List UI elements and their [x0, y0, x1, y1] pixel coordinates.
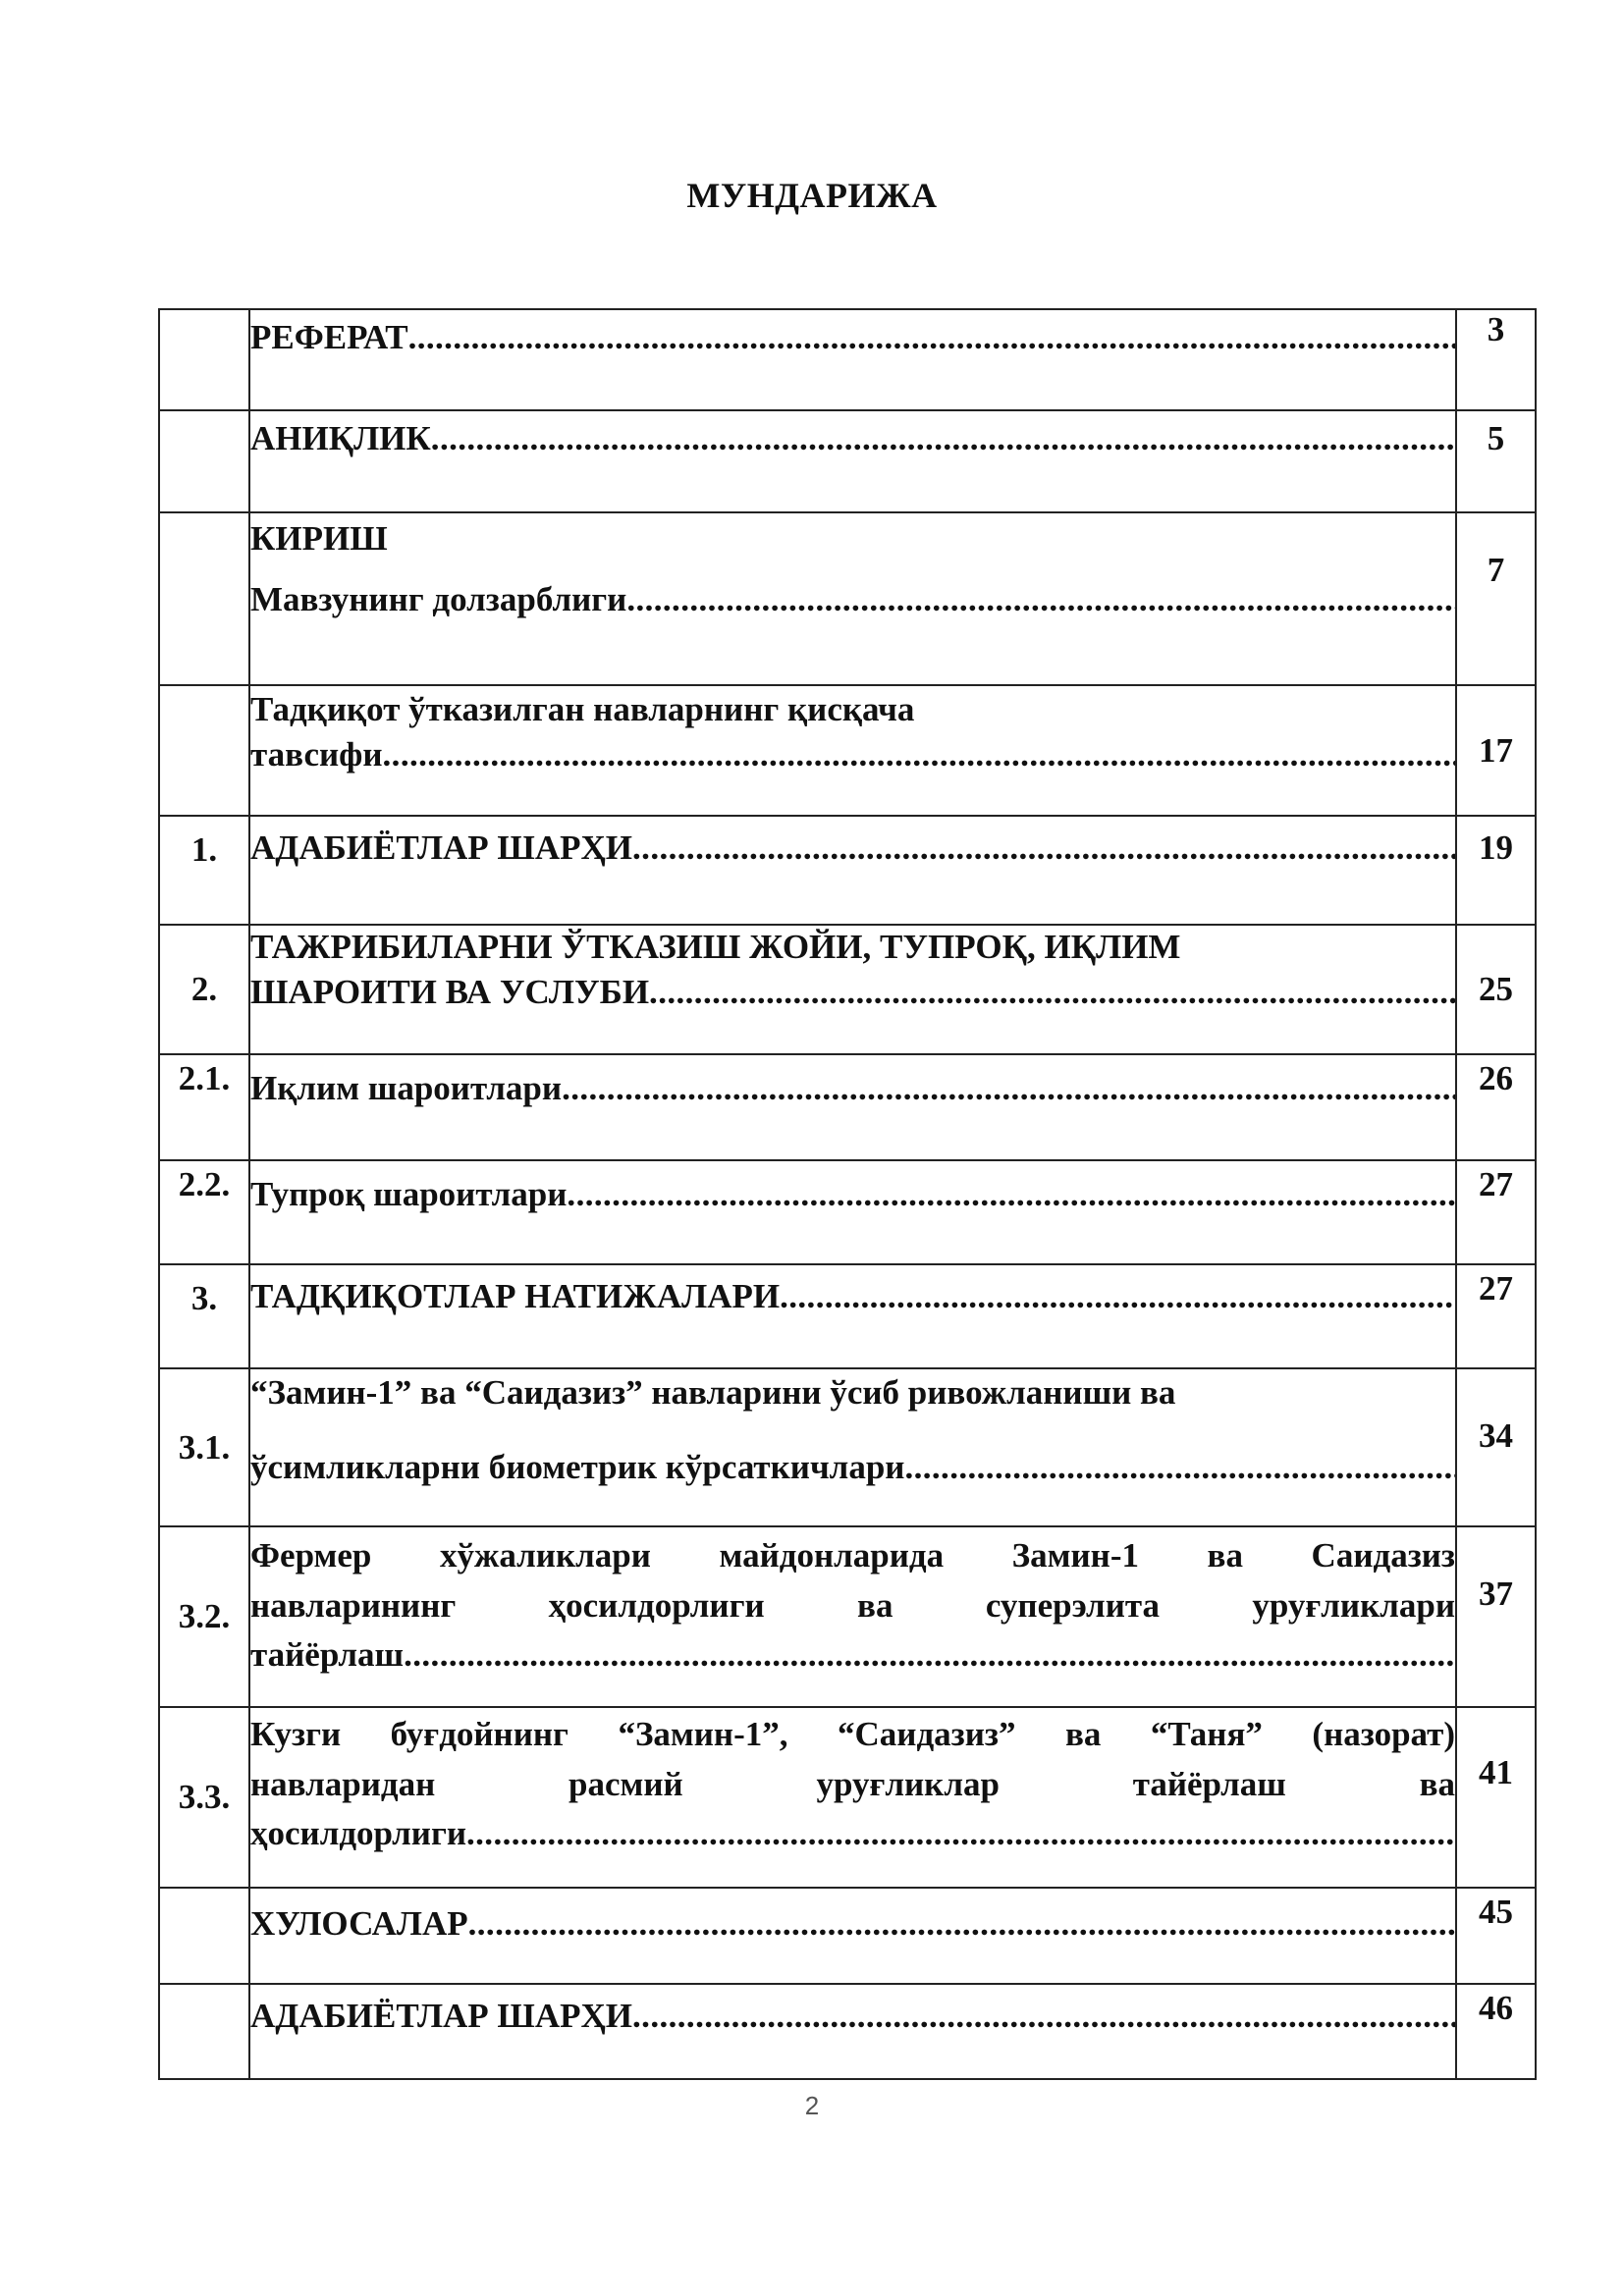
toc-number: 2.2.	[159, 1160, 249, 1264]
toc-row	[159, 685, 1536, 816]
toc-row	[159, 1984, 1536, 2079]
toc-page-number: 25	[1456, 925, 1536, 1054]
toc-page-number: 34	[1456, 1368, 1536, 1526]
toc-entry-line: навларининг ҳосилдорлиги ва суперэлита уруғликлари	[250, 1585, 1455, 1625]
leader-dots	[780, 1277, 1455, 1316]
leader-dots	[466, 1814, 1455, 1853]
toc-entry-text: Иқлим шароитлари	[250, 1069, 563, 1107]
leader-dots	[562, 1069, 1455, 1108]
toc-number: 3.1.	[159, 1368, 249, 1526]
leader-dots	[649, 973, 1455, 1012]
toc-entry-text: тавсифи	[250, 735, 383, 774]
leader-dots	[383, 735, 1455, 774]
leader-dots	[567, 1175, 1455, 1214]
toc-number: 1.	[159, 816, 249, 925]
toc-page-number: 19	[1456, 816, 1536, 925]
toc-row	[159, 1054, 1536, 1160]
toc-entry-text: ТАДҚИҚОТЛАР НАТИЖАЛАРИ	[250, 1277, 781, 1315]
leader-dots	[408, 318, 1455, 357]
leader-dots	[904, 1448, 1455, 1487]
toc-page-number: 26	[1456, 1054, 1536, 1160]
toc-entry-text: ХУЛОСАЛАР	[250, 1904, 468, 1943]
toc-page-number: 5	[1456, 410, 1536, 512]
toc-row	[159, 925, 1536, 1054]
toc-entry-text: АНИҚЛИК	[250, 419, 431, 457]
toc-row	[159, 816, 1536, 925]
toc-number: 3.3.	[159, 1707, 249, 1888]
leader-dots	[431, 419, 1455, 458]
toc-row	[159, 1888, 1536, 1984]
leader-dots	[632, 1997, 1455, 2036]
toc-number	[159, 1888, 249, 1984]
toc-entry-text: Мавзунинг долзарблиги	[250, 580, 627, 619]
toc-entry[interactable]	[249, 1054, 1456, 1160]
toc-row	[159, 512, 1536, 685]
toc-entry[interactable]	[249, 1368, 1456, 1526]
toc-entry-line: Тадқиқот ўтказилган навларнинг қисқача	[250, 690, 915, 728]
toc-page-number: 27	[1456, 1264, 1536, 1368]
toc-number	[159, 309, 249, 410]
leader-dots	[632, 828, 1455, 868]
toc-entry-text: АДАБИЁТЛАР ШАРҲИ	[250, 828, 633, 867]
toc-entry-text: АДАБИЁТЛАР ШАРҲИ	[250, 1997, 633, 2035]
toc-entry-text: РЕФЕРАТ	[250, 318, 408, 356]
toc-page-number: 46	[1456, 1984, 1536, 2079]
toc-page-number: 37	[1456, 1526, 1536, 1707]
toc-row	[159, 1526, 1536, 1707]
toc-page-number: 27	[1456, 1160, 1536, 1264]
page-number-footer: 2	[804, 2091, 820, 2120]
toc-number	[159, 512, 249, 685]
toc-number: 2.	[159, 925, 249, 1054]
toc-row	[159, 1368, 1536, 1526]
toc-row	[159, 1707, 1536, 1888]
toc-entry[interactable]	[249, 685, 1456, 816]
toc-entry[interactable]	[249, 1984, 1456, 2079]
toc-entry-line: Кузги буғдойнинг “Замин-1”, “Саидазиз” ва “Таня” (назорат)	[250, 1715, 1455, 1753]
toc-page-number: 17	[1456, 685, 1536, 816]
toc-entry[interactable]	[249, 1160, 1456, 1264]
toc-entry-line: Фермер хўжаликлари майдонларида Замин-1 ва Саидазиз	[250, 1536, 1455, 1575]
toc-entry-text: Тупроқ шароитлари	[250, 1175, 568, 1213]
toc-entry-text: ҳосилдорлиги	[250, 1813, 466, 1852]
toc-entry[interactable]	[249, 512, 1456, 685]
toc-entry[interactable]	[249, 309, 1456, 410]
toc-entry-text: тайёрлаш	[250, 1634, 405, 1674]
toc-number: 2.1.	[159, 1054, 249, 1160]
toc-page-number: 7	[1456, 512, 1536, 685]
toc-page-number: 41	[1456, 1707, 1536, 1888]
toc-entry[interactable]	[249, 1526, 1456, 1707]
toc-entry-heading: КИРИШ	[250, 519, 388, 558]
toc-number: 3.	[159, 1264, 249, 1368]
toc-entry-text: ШАРОИТИ ВА УСЛУБИ	[250, 973, 650, 1012]
toc-number: 3.2.	[159, 1526, 249, 1707]
toc-number	[159, 1984, 249, 2079]
leader-dots	[468, 1904, 1455, 1944]
page-title: МУНДАРИЖА	[686, 176, 938, 215]
toc-number	[159, 410, 249, 512]
table-of-contents	[158, 308, 1537, 2080]
toc-entry-line: ТАЖРИБИЛАРНИ ЎТКАЗИШ ЖОЙИ, ТУПРОҚ, ИҚЛИМ	[250, 928, 1181, 966]
toc-row	[159, 1264, 1536, 1368]
toc-row	[159, 309, 1536, 410]
toc-row	[159, 1160, 1536, 1264]
toc-page-number: 3	[1456, 309, 1536, 410]
toc-entry[interactable]	[249, 1264, 1456, 1368]
toc-number	[159, 685, 249, 816]
leader-dots	[404, 1635, 1455, 1675]
toc-row	[159, 410, 1536, 512]
leader-dots	[626, 580, 1455, 619]
toc-entry[interactable]	[249, 410, 1456, 512]
toc-entry-line: навларидан расмий уруғликлар тайёрлаш ва	[250, 1764, 1455, 1803]
toc-entry-line: “Замин-1” ва “Саидазиз” навларини ўсиб ривожланиши ва	[250, 1373, 1176, 1412]
toc-entry[interactable]	[249, 1707, 1456, 1888]
toc-entry[interactable]	[249, 1888, 1456, 1984]
toc-entry[interactable]	[249, 925, 1456, 1054]
toc-page-number: 45	[1456, 1888, 1536, 1984]
toc-entry-text: ўсимликларни биометрик кўрсаткичлари	[250, 1448, 905, 1487]
toc-entry[interactable]	[249, 816, 1456, 925]
